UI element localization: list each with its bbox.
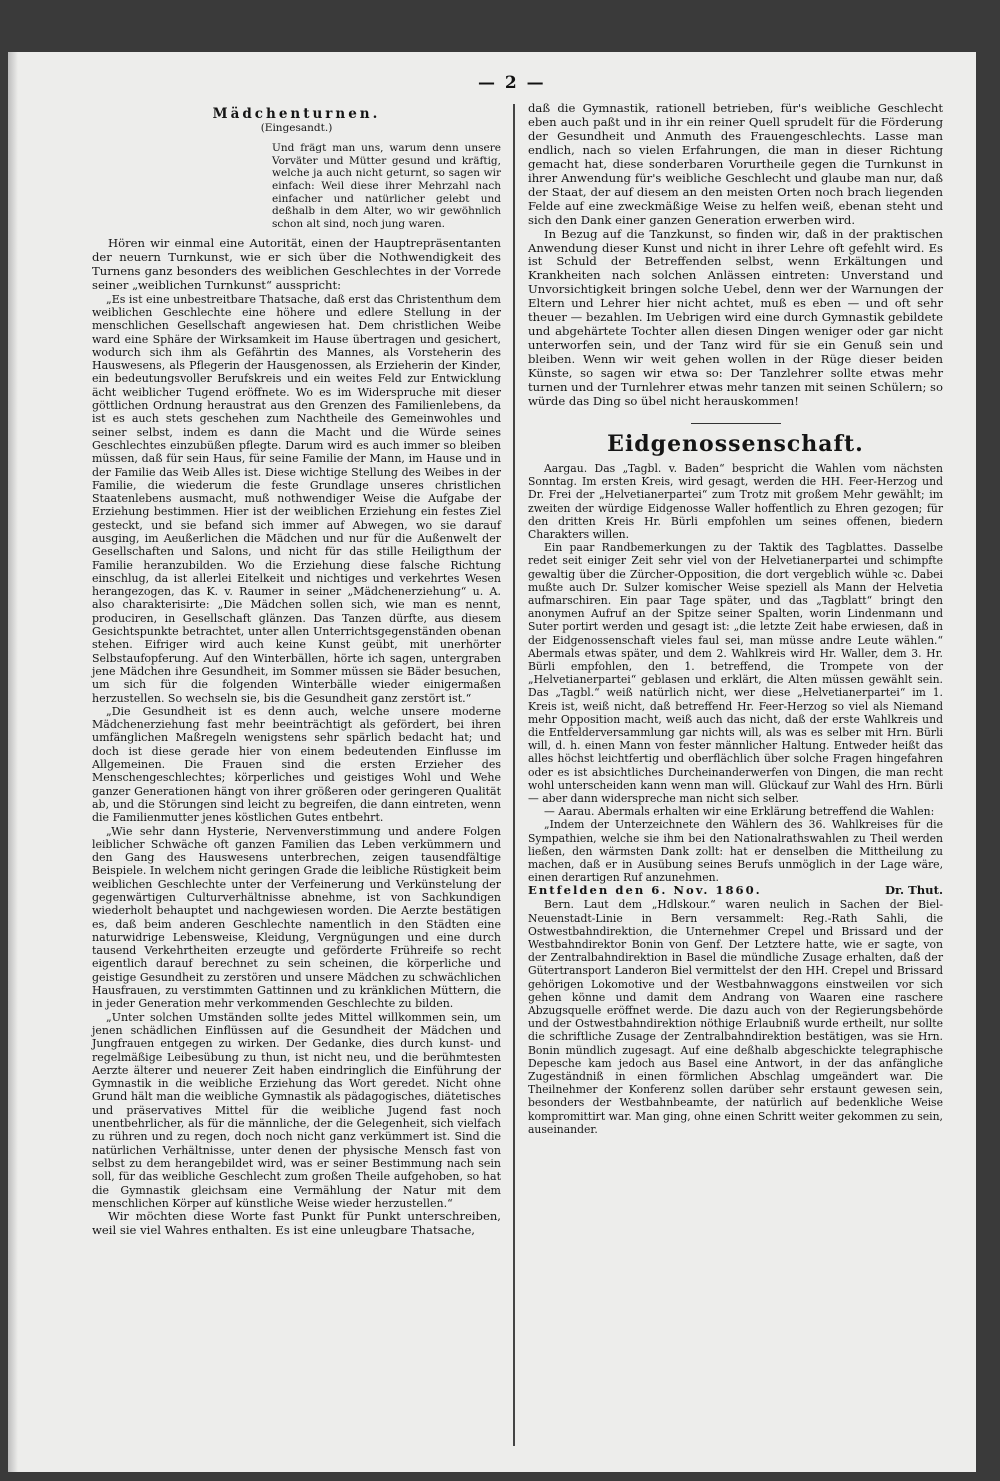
article-motto: Und frägt man uns, warum denn unsere Vorväter und Mütter gesund und kräftig, welche ja auch nicht geturnt, so sagen wir einfach: Weil diese ihrer Mehrzahl nach einfacher und natürlicher gelebt und deßhalb in dem Alter, wo wir gewöhnlich schon alt sind, noch jung waren.: [272, 141, 501, 231]
quote-paragraph: „Die Gesundheit ist es denn auch, welche unsere moderne Mädchenerziehung fast mehr beeinträchtigt als gefördert, bei ihren umfänglichen Maßregeln wenigstens sehr spärlich bedacht hat; und doch ist diese gerade hier von einem bedeutenden Einflusse im Allgemeinen. Die Frauen sind die ersten Erzieher des Menschengeschlechtes; körperliches und geistiges Wohl und Wehe ganzer Generationen hängt von ihrer größeren oder geringeren Qualität ab, und die Störungen sind leicht zu begreifen, die dann eintreten, wenn die Familienmutter jenes köstlichen Gutes entbehrt.: [92, 704, 501, 825]
signature-name: Dr. Thut.: [884, 883, 943, 898]
column-rule: [513, 104, 515, 1446]
news-item-aargau: Aargau. Das „Tagbl. v. Baden“ bespricht die Wahlen vom nächsten Sonntag. Im ersten Kreis, wird gesagt, werden die HH. Feer-Herzog und Dr. Frei der „Helvetianerpartei“ zum Trotz mit großem Mehr gewählt; im zweiten der würdige Eidgenosse Waller hoffentlich zu Ehren gezogen; für den dritten Kreis Hr. Bürli empfohlen um seines offenen, biedern Charakters willen.: [528, 461, 943, 541]
right-column: [528, 102, 943, 1136]
article-subtitle: (Eingesandt.): [260, 121, 333, 134]
article-closing: Wir möchten diese Worte fast Punkt für Punkt unterschreiben, weil sie viel Wahres enthalten. Es ist eine unleugbare Thatsache,: [92, 1209, 501, 1238]
news-item-declaration: „Indem der Unterzeichnete den Wählern des 36. Wahlkreises für die Sympathien, welche sie ihm bei den Nationalrathswahlen zu Theil werden ließen, den wärmsten Dank zollt: hat er denselben die Mittheilung zu machen, daß er in Ausübung seines Berufs unmöglich in der Lage wäre, einen derartigen Ruf anzunehmen.: [528, 818, 943, 885]
heading-rule: [691, 423, 781, 424]
section-heading-block: [528, 423, 943, 457]
news-item-aargau-remarks: Ein paar Randbemerkungen zu der Taktik des Tagblattes. Dasselbe redet seit einiger Zeit sehr viel von der Helvetianerpartei und schimpfte gewaltig über die Zürcher-Opposition, die dort vergeblich wühle ꝛc. Dabei mußte auch Dr. Sulzer komischer Weise speziell als Mann der Helvetia aufmarschiren. Ein paar Tage später, und das „Tagblatt“ bringt den anonymen Aufruf an der Spitze seiner Spalten, worin Lindenmann und Suter portirt werden und gesagt ist: „die letzte Zeit habe erwiesen, daß in der Eidgenossenschaft vieles faul sei, man müsse andre Leute wählen.“ Abermals etwas später, und dem 2. Wahlkreis wird Hr. Waller, dem 3. Hr. Bürli empfohlen, den 1. betreffend, die Trompete von der „Helvetianerpartei“ geblasen und erklärt, die Alten müssen gewählt sein. Das „Tagbl.“ weiß natürlich nicht, wer diese „Helvetianerpartei“ im 1. Kreis ist, weiß nicht, daß betreffend Hr. Feer-Herzog so viel als Niemand mehr Opposition macht, weiß auch das nicht, daß der erste Wahlkreis und die Entfelderversammlung gar nichts will, als was es selber mit Hrn. Bürli will, d. h. einen Mann von fester männlicher Haltung. Entweder heißt das alles höchst leichtfertig und oberflächlich über solche Fragen hingefahren oder es ist absichtliches Durcheinanderwerfen von Dingen, die man recht wohl unterscheiden kann wenn man will. Glückauf zur Wahl des Hrn. Bürli — aber dann widerspreche man nicht sich selber.: [528, 541, 943, 805]
declaration-signature: [528, 884, 943, 898]
quote-paragraph: „Es ist eine unbestreitbare Thatsache, daß erst das Christenthum dem weiblichen Geschlechte eine höhere und edlere Stellung in der menschlichen Gesellschaft angewiesen hat. Dem christlichen Weibe ward eine Sphäre der Wirksamkeit im Hause übertragen und gesichert, wodurch sich ihm als Gefährtin des Mannes, als Vorsteherin des Hauswesens, als Pflegerin der Hausgenossen, als Erzieherin der Kinder, ein bedeutungsvoller Berufskreis und ein weites Feld zur Entwicklung ächt weiblicher Tugend eröffnete. Wo es im Widerspruche mit dieser göttlichen Ordnung heraustrat aus den Grenzen des Familienlebens, da ist es auch stets geschehen zum Nachtheile des Gemeinwohles und seiner selbst, indem es dann die Macht und die Würde seines Geschlechtes einzubüßen pflegte. Darum wird es auch immer so bleiben müssen, daß für sein Haus, für seine Familie der Mann, im Hause und in der Familie das Weib Alles ist. Diese wichtige Stellung des Weibes in der Familie, die wiederum die feste Grundlage unseres christlichen Staatenlebens ausmacht, muß nothwendiger Weise die Aufgabe der Erziehung bestimmen. Hier ist der weiblichen Erziehung ein festes Ziel gesteckt, und sie befand sich immer auf Abwegen, wo sie darauf ausging, im Aeußerlichen die Mädchen und nur für die Außenwelt der Gesellschaften und Salons, und nicht für das stille Heiligthum der Familie heranzubilden. Wo die Erziehung diese falsche Richtung einschlug, da ist allerlei Eitelkeit und nichtiges und verkehrtes Wesen herangezogen, das K. v. Raumer in seiner „Mädchenerziehung“ u. A. also charakterisirte: „Die Mädchen sollen sich, wie man es nennt, produciren, in Gesellschaft glänzen. Das Tanzen dürfte, aus diesem Gesichtspunkte betrachtet, unter allen Unterrichtsgegenständen obenan stehen. Eifriger wird auch keine Kunst geübt, mit unerhörter Selbstaufopferung. Auf den Winterbällen, hörte ich sagen, untergraben jene Mädchen ihre Gesundheit, im Sommer müssen sie Bäder besuchen, um sich für die folgenden Winterbälle wieder einigermaßen herzustellen. So wechseln sie, bis die Gesundheit ganz zerstört ist.“: [92, 292, 501, 705]
left-column: [92, 102, 501, 1238]
quote-paragraph: „Unter solchen Umständen sollte jedes Mittel willkommen sein, um jenen schädlichen Einflüssen auf die Gesundheit der Mädchen und Jungfrauen entgegen zu wirken. Der Gedanke, dies durch kunst- und regelmäßige Leibesübung zu thun, ist nicht neu, und die berühmtesten Aerzte älterer und neuerer Zeit haben eindringlich die Einführung der Gymnastik in die weibliche Erziehung das Wort geredet. Nicht ohne Grund hält man die weibliche Gymnastik als pädagogisches, diätetisches und präservatives Mittel für die weibliche Jugend fast noch unentbehrlicher, als für die männliche, der die Gelegenheit, sich vielfach zu rühren und zu regen, doch noch nicht ganz verkümmert ist. Sind die natürlichen Verhältnisse, unter denen der physische Mensch fast von selbst zu dem herangebildet wird, was er seiner Bestimmung nach sein soll, für das weibliche Geschlecht zum großen Theile aufgehoben, so hat die Gymnastik gleichsam eine Vermählung der Natur mit dem menschlichen Körper auf künstliche Weise wieder herzustellen.“: [92, 1010, 501, 1210]
page-number: — 2 —: [478, 73, 546, 93]
news-item-aarau: — Aarau. Abermals erhalten wir eine Erklärung betreffend die Wahlen:: [544, 805, 935, 819]
article-continuation: In Bezug auf die Tanzkunst, so finden wir, daß in der praktischen Anwendung dieser Kunst und nicht in ihrer Lehre oft gefehlt wird. Es ist Schuld der Betreffenden selbst, wenn Erkältungen und Krankheiten nach solchen Anlässen eintreten: Unverstand und Unvorsichtigkeit bringen solche Uebel, denn wer der Warnungen der Eltern und Lehrer hier nicht achtet, muß es eben — und oft sehr theuer — bezahlen. Im Uebrigen wird eine durch Gymnastik gebildete und abgehärtete Tochter allen diesen Dingen weniger oder gar nicht unterworfen sein, und der Tanz wird für sie ein Genuß sein und bleiben. Wenn wir weit gehen wollen in der Rüge dieser beiden Künste, so sagen wir etwa so: Der Tanzlehrer sollte etwas mehr turnen und der Turnlehrer etwas mehr tanzen mit seinen Schülern; so würde das Ding so übel nicht herauskommen!: [528, 226, 943, 409]
article-intro: Hören wir einmal eine Autorität, einen der Hauptrepräsentanten der neuern Turnkunst, wie er sich über die Nothwendigkeit des Turnens ganz besonders des weiblichen Geschlechtes in der Vorrede seiner „weiblichen Turnkunst“ ausspricht:: [92, 235, 501, 292]
newspaper-page: [8, 52, 976, 1472]
quoted-passage: [92, 293, 501, 1210]
signature-place-date: Entfelden den 6. Nov. 1860.: [528, 883, 762, 898]
news-item-bern: Bern. Laut dem „Hdlskour.“ waren neulich in Sachen der Biel-Neuenstadt-Linie in Bern versammelt: Reg.-Rath Sahli, die Ostwestbahndirektion, die Unternehmer Crepel und Brissard und der Westbahndirektor Bonin von Genf. Der Letztere hatte, wie er sagte, von der Zentralbahndirektion in Basel die mündliche Zusage erhalten, daß der Gütertransport Landeron Biel vermittelst der den HH. Crepel und Brissard gehörigen Lokomotive und der Westbahnwaggons einstweilen vor sich gehen könne und damit dem Andrang von Waaren eine raschere Abzugsquelle eröffnet werde. Die dazu auch von der Regierungsbehörde und der Ostwestbahndirektion nöthige Erlaubniß wurde ertheilt, nur sollte die schriftliche Zusage der Zentralbahndirektion bestätigen, was sie Hrn. Bonin mündlich zugesagt. Auf eine deßhalb abgeschickte telegraphische Depesche kam jedoch aus Basel eine Antwort, in der das anfängliche Zugeständniß in einen förmlichen Abschlag umgeändert war. Die Theilnehmer der Konferenz sollen darüber sehr erstaunt gewesen sein, besonders der Westbahnbeamte, der natürlich auf bedenkliche Weise kompromittirt war. Man ging, ohne einen Schritt weiter gekommen zu sein, auseinander.: [528, 898, 943, 1136]
quote-paragraph: „Wie sehr dann Hysterie, Nervenverstimmung und andere Folgen leiblicher Schwäche oft ganzen Familien das Leben verkümmern und den Gang des Hauswesens unterbrechen, zeigen tausendfältige Beispiele. In welchem nicht geringen Grade die leibliche Rüstigkeit beim weiblichen Geschlechte unter der Verfeinerung und Verkünstelung der gegenwärtigen Culturverhältnisse abnehme, ist von Sachkundigen wiederholt behauptet und nachgewiesen worden. Die Aerzte bestätigen es, daß beim anderen Geschlechte namentlich in den Städten eine naturwidrige Lebensweise, Kleidung, Vergnügungen und eine durch tausend Verkehrtheiten erzeugte und geförderte Frühreife so recht eigentlich darauf berechnet zu sein scheinen, die körperliche und geistige Gesundheit zu zerstören und unsere Mädchen zu schwächlichen Hausfrauen, zu verstimmten Gattinnen und zu kränklichen Müttern, die in jeder Generation mehr verkommenden Geschlechte zu bilden.: [92, 824, 501, 1011]
section-heading: Eidgenossenschaft.: [607, 430, 864, 457]
article-continuation: daß die Gymnastik, rationell betrieben, für's weibliche Geschlecht eben auch paßt und in ihr ein reiner Quell sprudelt für die Förderung der Gesundheit und Anmuth des Frauengeschlechts. Lasse man endlich, nach so vielen Erfahrungen, die man in dieser Richtung gemacht hat, diese sonderbaren Vorurtheile gegen die Turnkunst in ihrer Anwendung für's weibliche Geschlecht und glaube man nur, daß der Staat, der auf diesem an den meisten Orten noch brach liegenden Felde auf eine zweckmäßige Weise zu helfen weiß, ebenan steht und sich den Dank einer ganzen Generation erwerben wird.: [528, 101, 943, 227]
article-title: Mädchenturnen.: [212, 106, 381, 122]
page-edge-shadow: [8, 52, 18, 1472]
